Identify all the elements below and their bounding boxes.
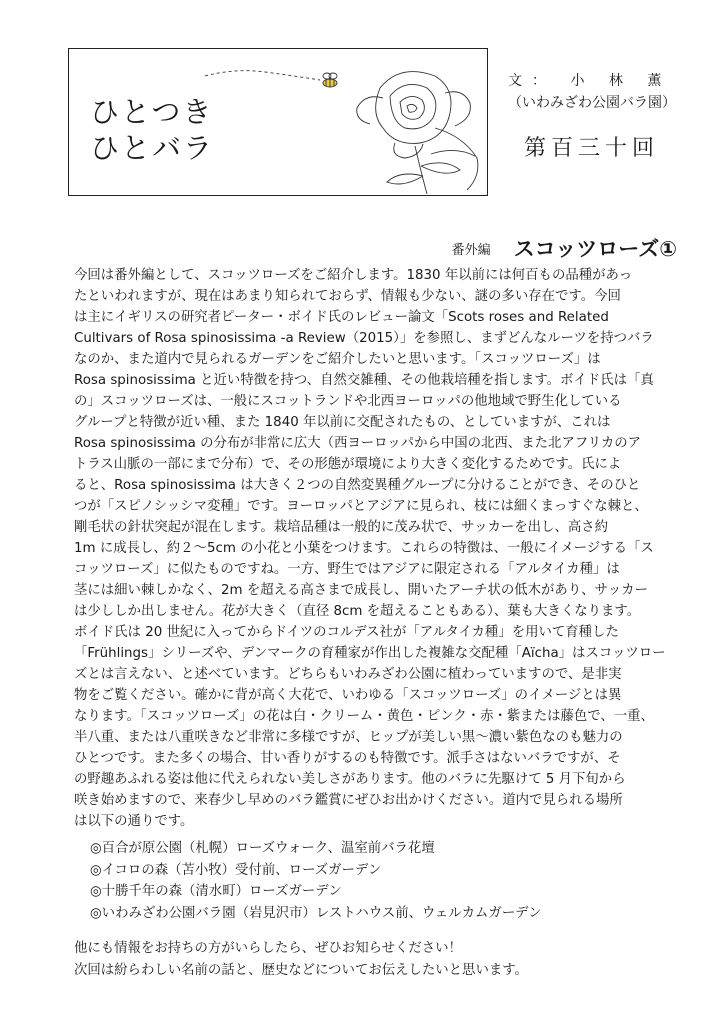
rose-bee-illustration <box>205 58 485 194</box>
series-title <box>90 94 214 166</box>
body-line: 「Frühlings」シリーズや、デンマークの育種家が作出した複雑な交配種「Aïcha」はスコッツロー <box>74 646 666 661</box>
body-line: コッツローズ」に似たものですね。一方、野生ではアジアに限定される「アルタイカ種」は <box>74 562 620 577</box>
list-item: ◎いわみざわ公園バラ園（岩見沢市）レストハウス前、ウェルカムガーデン <box>90 905 542 921</box>
episode-number: 第百三十回 <box>524 136 660 161</box>
body-line: 今回は番外編として、スコッツローズをご紹介します。1830 年以前には何百もの品種があっ <box>74 268 633 283</box>
body-line: ズとは言えない、と述べています。どちらもいわみざわ公園に植わっていますので、是非実 <box>74 667 622 682</box>
article-title: スコッツローズ① <box>513 237 677 261</box>
body-line: は以下の通りです。 <box>74 814 194 829</box>
author-name: 文： 小 林 薫 <box>508 73 672 89</box>
body-line: の」スコッツローズは、一般にスコットランドや北西ヨーロッパの他地域で野生化している <box>74 394 622 409</box>
list-item: ◎百合が原公園（札幌）ローズウォーク、温室前バラ花壇 <box>90 841 435 856</box>
body-line: 物をご覧ください。確かに背が高く大花で、いわゆる「スコッツローズ」のイメージとは異 <box>74 688 622 703</box>
places-list <box>90 838 542 924</box>
body-line: Cultivars of Rosa spinosissima -a Review（2015）」を参照し、まずどんなルーツを持つバラ <box>74 331 654 346</box>
body-line: ると、Rosa spinosissima は大きく２つの自然変異種グループに分けることができ、そのひと <box>74 478 641 493</box>
article-body <box>74 265 664 832</box>
series-title-line2: ひとバラ <box>90 131 215 165</box>
body-line: の野趣あふれる姿は他に代えられない美しさがあります。他のバラに先駆けて 5 月下旬から <box>74 772 626 787</box>
body-line: たといわれますが、現在はあまり知られておらず、情報も少ない、謎の多い存在です。今回 <box>74 289 621 304</box>
body-line: 半八重、または八重咲きなど非常に多様ですが、ヒップが美しい黒～濃い紫色なのも魅力の <box>74 730 623 745</box>
article-subtitle <box>452 233 677 263</box>
body-line: 1m に成長し、約２～5cm の小花と小葉をつけます。これらの特徴は、一般にイメージする「ス <box>74 541 654 556</box>
body-line: は主にイギリスの研究者ピーター・ボイド氏のレビュー論文「Scots roses and Related <box>74 310 609 325</box>
body-line: 剛毛状の針状突起が混在します。栽培品種は一般的に茂み状で、サッカーを出し、高さ約 <box>74 520 609 535</box>
body-line: Rosa spinosissima の分布が非常に広大（西ヨーロッパから中国の北西、また北アフリカのア <box>74 436 642 451</box>
body-line: ボイド氏は 20 世紀に入ってからドイツのコルデス社が「アルタイカ種」を用いて育種した <box>74 625 619 640</box>
body-line: は少ししか出しません。花が大きく（直径 8cm を超えることもある）、葉も大きくなります。 <box>74 604 641 619</box>
body-line: 茎には細い棘しかなく、2m を超える高さまで成長し、開いたアーチ状の低木があり、サッカー <box>74 583 648 598</box>
list-item: ◎イコロの森（苫小牧）受付前、ローズガーデン <box>90 862 382 878</box>
closing-text <box>74 938 528 982</box>
series-title-line1: ひとつき <box>90 95 214 129</box>
category-label: 番外編 <box>451 242 491 258</box>
author-affiliation: （いわみざわ公園バラ園） <box>508 95 676 111</box>
body-line: ひとつです。また多くの場合、甘い香りがするのも特徴です。派手さはないバラですが、そ <box>74 751 621 766</box>
body-line: 咲き始めますので、来春少し早めのバラ鑑賞にぜひお出かけください。道内で見られる場所 <box>74 793 623 808</box>
list-item: ◎十勝千年の森（清水町）ローズガーデン <box>90 884 342 899</box>
author-credit <box>508 70 676 114</box>
closing-line: 次回は紛らわしい名前の話と、歴史などについてお伝えしたいと思います。 <box>74 963 528 978</box>
body-line: Rosa spinosissima と近い特徴を持つ、自然交雑種、その他栽培種を指します。ボイド氏は「真 <box>74 373 654 388</box>
body-line: グループと特徴が近い種、また 1840 年以前に交配されたもの、としていますが、これは <box>74 415 611 430</box>
body-line: なります。「スコッツローズ」の花は白・クリーム・黄色・ピンク・赤・紫または藤色で、一重、 <box>74 709 654 724</box>
body-line: なのか、また道内で見られるガーデンをご紹介したいと思います。「スコッツローズ」は <box>74 352 601 367</box>
closing-line: 他にも情報をお持ちの方がいらしたら、ぜひお知らせください！ <box>74 941 462 956</box>
body-line: トラス山脈の一部にまで分布）で、その形態が環境により大きく変化するためです。氏によ <box>74 457 622 472</box>
body-line: つが「スピノシッシマ変種」です。ヨーロッパとアジアに見られ、枝には細くまっすぐな棘と、 <box>74 499 648 514</box>
